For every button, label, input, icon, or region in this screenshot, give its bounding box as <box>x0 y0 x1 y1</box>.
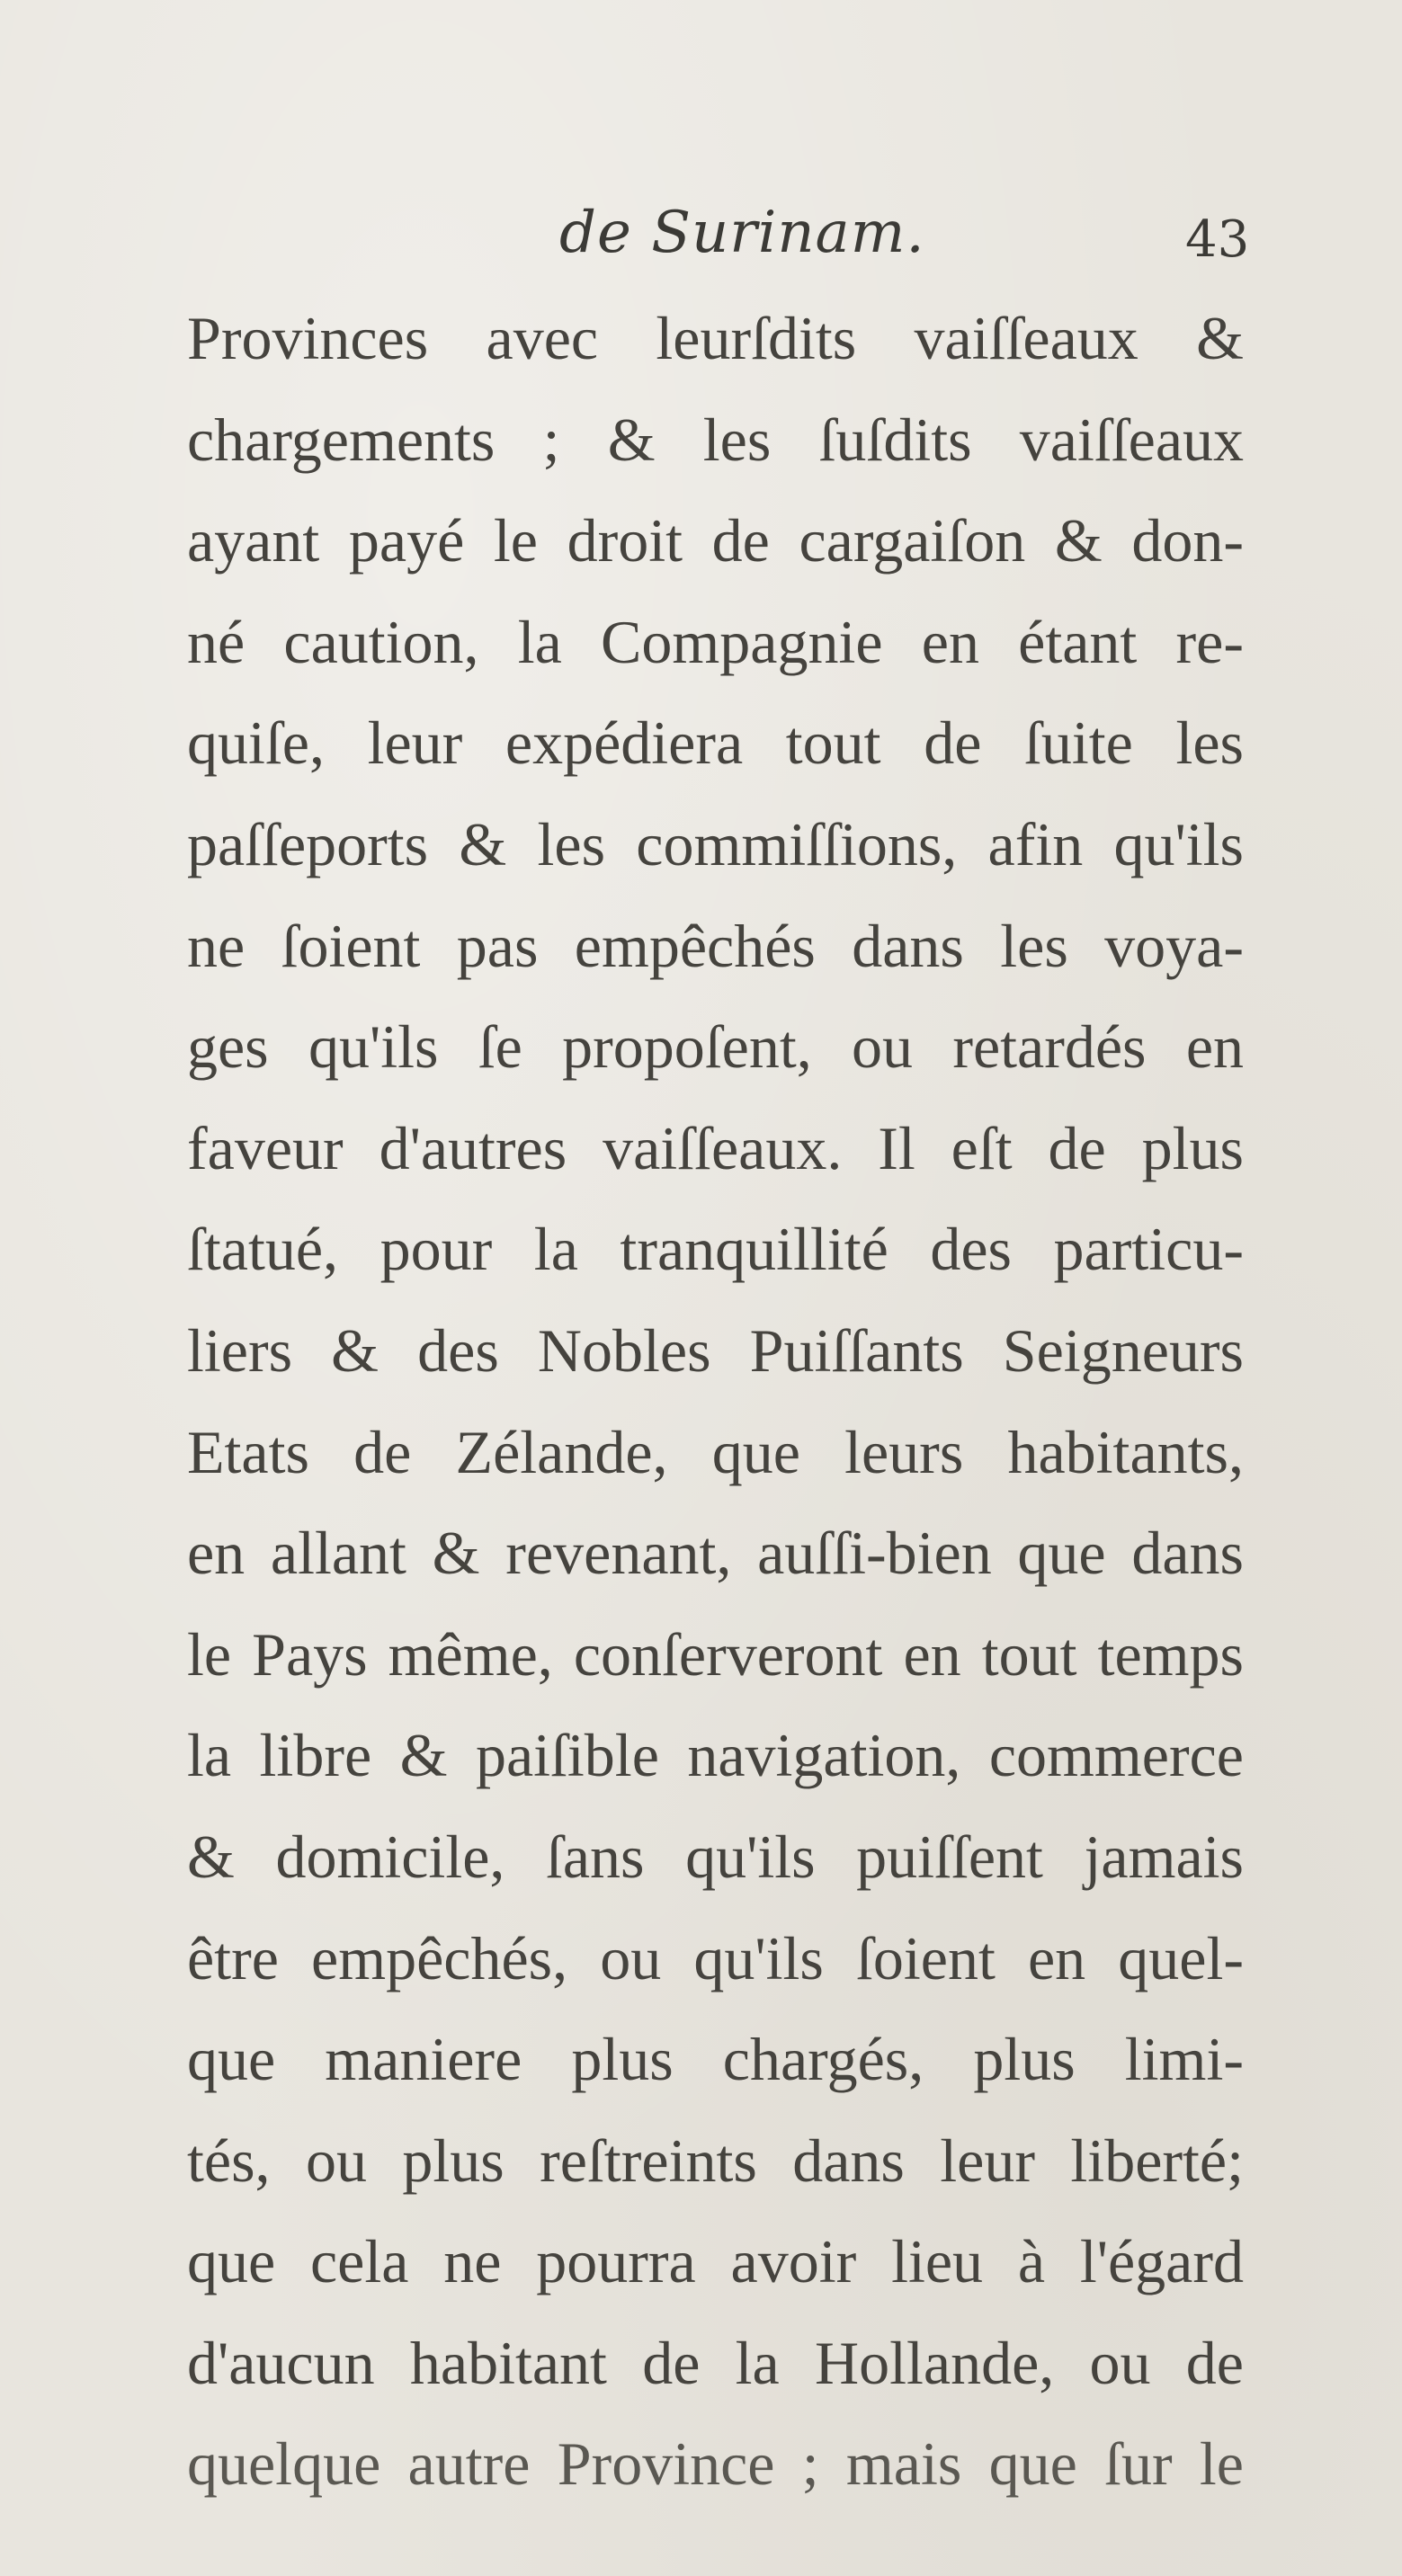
text-line: Provinces avec leurſdits vaiſſeaux & <box>187 304 1244 372</box>
text-line: & domicile, ſans qu'ils puiſſent jamais <box>187 1822 1244 1891</box>
page-number: 43 <box>1185 210 1250 269</box>
text-line: né caution, la Compagnie en étant re- <box>187 607 1244 676</box>
text-line: paſſeports & les commiſſions, afin qu'ils <box>187 809 1244 878</box>
text-line: quiſe, leur expédiera tout de ſuite les <box>187 709 1244 778</box>
text-line: tés, ou plus reſtreints dans leur liberté; <box>187 2126 1244 2195</box>
body-text <box>187 288 1244 2515</box>
text-line: que cela ne pourra avoir lieu à l'égard <box>187 2227 1244 2296</box>
text-line: chargements ; & les ſuſdits vaiſſeaux <box>187 405 1244 474</box>
text-line: être empêchés, ou qu'ils ſoient en quel- <box>187 1923 1244 1992</box>
text-line: ſtatué, pour la tranquillité des particu- <box>187 1215 1244 1284</box>
text-line: ne ſoient pas empêchés dans les voya- <box>187 911 1244 980</box>
text-line: que maniere plus chargés, plus limi- <box>187 2025 1244 2094</box>
page-header <box>0 200 1402 281</box>
text-line: quelque autre Province ; mais que ſur le <box>187 2429 1244 2499</box>
text-line: en allant & revenant, auſſi-bien que dans <box>187 1519 1244 1588</box>
text-line: Etats de Zélande, que leurs habitants, <box>187 1417 1244 1486</box>
text-line: liers & des Nobles Puiſſants Seigneurs <box>187 1315 1244 1385</box>
text-line: la libre & paiſible navigation, commerce <box>187 1721 1244 1790</box>
text-line: d'aucun habitant de la Hollande, ou de <box>187 2328 1244 2397</box>
text-line: ges qu'ils ſe propoſent, ou retardés en <box>187 1012 1244 1082</box>
text-line: ayant payé le droit de cargaiſon & don- <box>187 506 1244 575</box>
text-line: le Pays même, conſerveront en tout temps <box>187 1619 1244 1689</box>
text-line: faveur d'autres vaiſſeaux. Il eſt de plus <box>187 1113 1244 1182</box>
running-title: de Surinam. <box>559 200 925 266</box>
